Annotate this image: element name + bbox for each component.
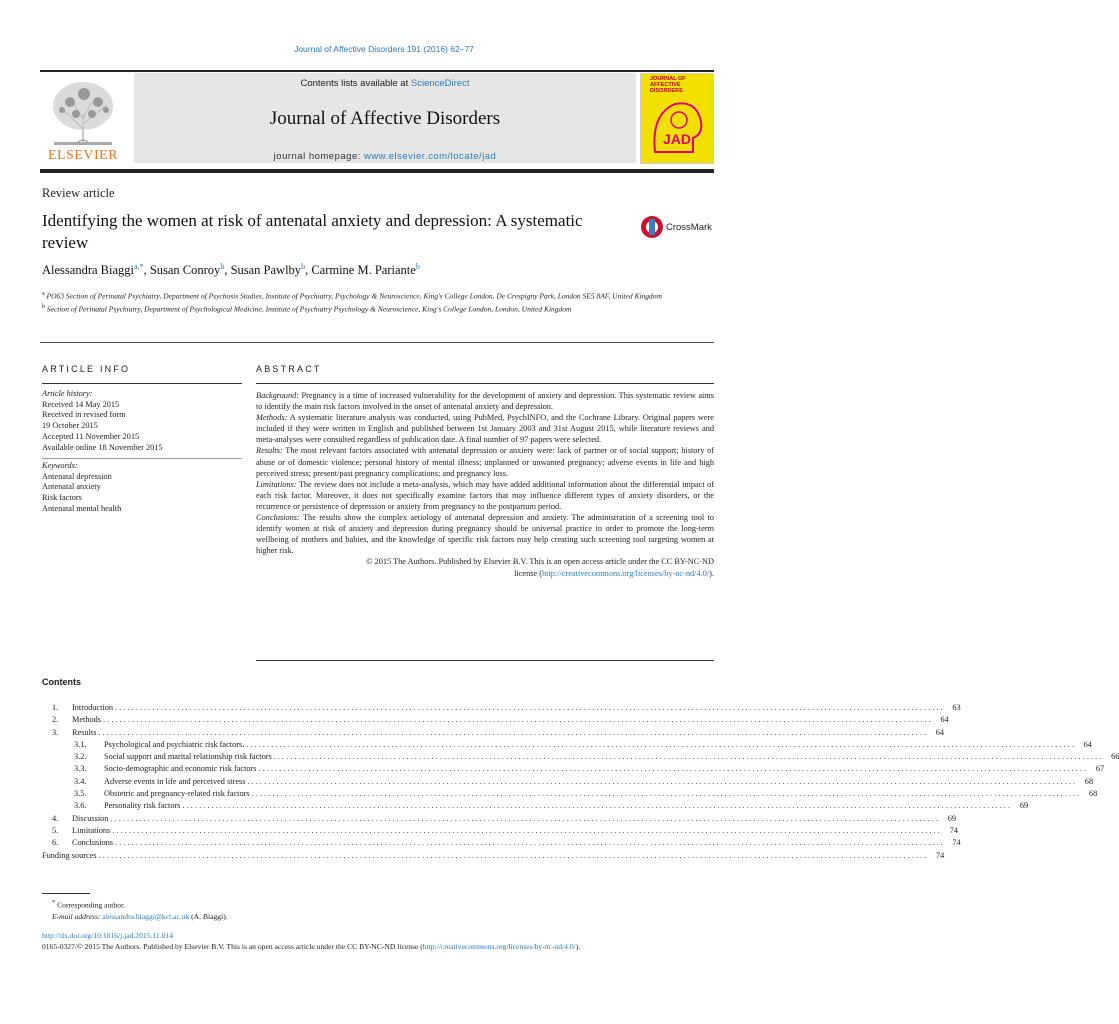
toc-entry[interactable]: [52, 702, 961, 714]
history-entry: Accepted 11 November 2015: [42, 431, 140, 441]
toc-title[interactable]: Socio-demographic and economic risk factors: [104, 763, 259, 775]
toc-title[interactable]: Limitations: [72, 825, 112, 837]
toc-page: 69: [947, 813, 957, 823]
toc-title[interactable]: Obstetric and pregnancy-related risk factors: [104, 788, 252, 800]
toc-leader: . . . . . . . . . . . . . . . . . . . . . . . . . . . . . . . . . . . . . . . . . . . . . . . . . . . . . . . . . . . . . . . . . . . . . . . . . . . . . . . . . . . . . . . . . . . . . . . . . . . . . . . . . . . . . . . . . . . . . . . . . . . . . . . . . . . . . . . . . . . . . . . . . . . . . . . . . . . . . . . . . . . . . . . . . . . . . . . . . . . . . . . . . . . . . . . . . . . . . . . .: [182, 801, 1011, 811]
copyright-text: ).: [709, 568, 714, 578]
toc-page: 74: [949, 825, 958, 835]
toc-leader: . . . . . . . . . . . . . . . . . . . . . . . . . . . . . . . . . . . . . . . . . . . . . . . . . . . . . . . . . . . . . . . . . . . . . . . . . . . . . . . . . . . . . . . . . . . . . . . . . . . . . . . . . . . . . . . . . . . . . . . . . . . . . . . . . . . . . . . . . . . . . . . . . . . . . . . . . . . . . . . . . . . . . . . . . . . . . . . . . . . . . . . . . . . . . . . . . . . . . . . .: [110, 813, 939, 823]
toc-title[interactable]: Results: [72, 727, 98, 739]
toc-entry[interactable]: [52, 837, 961, 849]
author-affiliation-mark[interactable]: a,*: [134, 262, 144, 271]
keyword: Antenatal anxiety: [42, 482, 101, 492]
toc-number: 6.: [52, 838, 59, 848]
contents-heading: Contents: [42, 677, 81, 687]
toc-number: 3.5.: [74, 789, 87, 799]
toc-number: 2.: [52, 715, 59, 725]
author-name[interactable]: Susan Conroy: [149, 263, 221, 278]
toc-entry[interactable]: [52, 825, 958, 837]
toc-number: 3.1.: [74, 739, 87, 749]
email-line: [52, 911, 228, 922]
toc-title[interactable]: Methods: [72, 714, 103, 726]
email-label: E-mail address:: [52, 911, 103, 921]
article-type: Review article: [42, 186, 115, 200]
elsevier-wordmark: ELSEVIER: [47, 148, 119, 163]
history-entry: 19 October 2015: [42, 421, 98, 431]
table-of-contents: [42, 702, 1119, 862]
abstract-conclusions: [256, 512, 714, 556]
header-top-rule: [40, 70, 714, 72]
toc-entry[interactable]: [52, 813, 957, 825]
toc-number: 3.2.: [74, 752, 87, 762]
toc-entry[interactable]: [52, 800, 1029, 812]
author-affiliation-mark[interactable]: b: [301, 262, 306, 271]
toc-entry[interactable]: [52, 763, 1105, 775]
homepage-link[interactable]: www.elsevier.com/locate/jad: [364, 151, 497, 162]
toc-title[interactable]: Conclusions: [72, 837, 115, 849]
affiliation-a: [42, 289, 682, 302]
author-affiliation-mark[interactable]: b: [415, 262, 420, 271]
copyright-text: © 2015 The Authors. Published by Elsevier B.V. This is an open access article under the CC BY-NC-ND: [366, 557, 714, 567]
author-affiliation-mark[interactable]: b: [220, 262, 225, 271]
toc-page: 68: [1084, 776, 1094, 786]
history-entry: Available online 18 November 2015: [42, 442, 163, 452]
article-title: Identifying the women at risk of antenatal anxiety and depression: A systematic review: [42, 211, 583, 252]
header-bottom-rule: [40, 169, 714, 173]
copyright-notice: [256, 556, 714, 578]
footnote-rule: [42, 893, 90, 894]
toc-number: 3.3.: [74, 764, 87, 774]
toc-page: 68: [1088, 789, 1098, 799]
contents-available-text: Contents lists available at: [300, 78, 411, 89]
contents-available-line: [134, 78, 636, 89]
homepage-label: journal homepage:: [273, 151, 365, 162]
toc-title[interactable]: Adverse events in life and perceived stress: [104, 776, 247, 788]
author-list: Alessandra Biaggi$^{a,*}$, Susan Conroy$^b$, Susan Pawlby$^b$, Carmine M. Pariante$^b$: [42, 262, 420, 278]
toc-number: 4.: [52, 813, 59, 823]
email-suffix: (A. Biaggi).: [189, 911, 228, 921]
abstract-methods: [256, 412, 714, 445]
abstract-text: The results show the complex aetiology of antenatal depression and anxiety. The administration of a screening tool to identify women at risk of anxiety and depression during pregnancy should be universal practice in order to promote the long-term wellbeing of mothers and babies, and the knowledge of specific risk factors may help creating such screening tool targeting women at higher risk.: [256, 513, 714, 556]
toc-leader: . . . . . . . . . . . . . . . . . . . . . . . . . . . . . . . . . . . . . . . . . . . . . . . . . . . . . . . . . . . . . . . . . . . . . . . . . . . . . . . . . . . . . . . . . . . . . . . . . . . . . . . . . . . . . . . . . . . . . . . . . . . . . . . . . . . . . . . . . . . . . . . . . . . . . . . . . . . . . . . . . . . . . . . . . . . . . . . . . . . . . . . . . . . . . . . . . . . . . . . .: [103, 715, 931, 725]
toc-page: 64: [1083, 739, 1092, 749]
affiliation-mark: a: [42, 291, 45, 297]
toc-leader: . . . . . . . . . . . . . . . . . . . . . . . . . . . . . . . . . . . . . . . . . . . . . . . . . . . . . . . . . . . . . . . . . . . . . . . . . . . . . . . . . . . . . . . . . . . . . . . . . . . . . . . . . . . . . . . . . . . . . . . . . . . . . . . . . . . . . . . . . . . . . . . . . . . . . . . . . . . . . . . . . . . . . . . . . . . . . . . . . . . . . . . . . . . . . . . . . . . . . . . .: [251, 789, 1080, 799]
article-info-heading: ARTICLE INFO: [42, 364, 131, 374]
abstract-rule: [256, 383, 714, 384]
toc-number: 1.: [52, 703, 59, 712]
toc-entry[interactable]: [52, 739, 1092, 751]
history-label: Article history:: [42, 389, 93, 398]
toc-page: 63: [952, 703, 961, 712]
toc-number: 3.4.: [74, 776, 87, 786]
toc-leader: . . . . . . . . . . . . . . . . . . . . . . . . . . . . . . . . . . . . . . . . . . . . . . . . . . . . . . . . . . . . . . . . . . . . . . . . . . . . . . . . . . . . . . . . . . . . . . . . . . . . . . . . . . . . . . . . . . . . . . . . . . . . . . . . . . . . . . . . . . . . . . . . . . . . . . . . . . . . . . . . . . . . . . . . . . . . . . . . . . . . . . . . . . . . . . . . . . . . . . . .: [115, 703, 943, 712]
toc-number: 3.: [52, 727, 59, 737]
toc-title[interactable]: Personality risk factors: [104, 800, 183, 812]
author-name[interactable]: Alessandra Biaggi: [42, 263, 134, 278]
history-entry: Received in revised form: [42, 410, 126, 420]
affiliations: [42, 289, 682, 314]
keyword: Antenatal mental health: [42, 503, 122, 513]
toc-page: 74: [952, 838, 961, 848]
cover-title: JOURNAL OF AFFECTIVE DISORDERS: [650, 76, 686, 94]
section-divider: [40, 342, 714, 343]
author-name[interactable]: Susan Pawlby: [230, 263, 302, 278]
keyword: Risk factors: [42, 493, 82, 503]
toc-leader: . . . . . . . . . . . . . . . . . . . . . . . . . . . . . . . . . . . . . . . . . . . . . . . . . . . . . . . . . . . . . . . . . . . . . . . . . . . . . . . . . . . . . . . . . . . . . . . . . . . . . . . . . . . . . . . . . . . . . . . . . . . . . . . . . . . . . . . . . . . . . . . . . . . . . . . . . . . . . . . . . . . . . . . . . . . . . . . . . . . . . . . . . . . . . . . . . . . . . . . .: [115, 838, 943, 848]
issn-text: 0165-0327/© 2015 The Authors. Published by Elsevier B.V. This is an open access article under the CC BY-NC-ND license (: [42, 942, 423, 951]
issn-line: [42, 942, 580, 951]
abstract-results: [256, 445, 714, 478]
toc-leader: . . . . . . . . . . . . . . . . . . . . . . . . . . . . . . . . . . . . . . . . . . . . . . . . . . . . . . . . . . . . . . . . . . . . . . . . . . . . . . . . . . . . . . . . . . . . . . . . . . . . . . . . . . . . . . . . . . . . . . . . . . . . . . . . . . . . . . . . . . . . . . . . . . . . . . . . . . . . . . . . . . . . . . . . . . . . . . . . . . . . . . . . . . . . . . . . . . . . . . . .: [98, 727, 927, 737]
toc-leader: . . . . . . . . . . . . . . . . . . . . . . . . . . . . . . . . . . . . . . . . . . . . . . . . . . . . . . . . . . . . . . . . . . . . . . . . . . . . . . . . . . . . . . . . . . . . . . . . . . . . . . . . . . . . . . . . . . . . . . . . . . . . . . . . . . . . . . . . . . . . . . . . . . . . . . . . . . . . . . . . . . . . . . . . . . . . . . . . . . . . . . . . . . . . . . . . . . . . . . . .: [246, 739, 1074, 749]
abstract-text: The review does not include a meta-analysis, which may have added additional information about the differential impact of each risk factor. Moreover, it does not specifically examine factors that may influence different types of anxiety disorders, or the recurrence or persistence of depression or anxiety from pregnancy to the postpartum period.: [256, 479, 714, 511]
keyword: Antenatal depression: [42, 471, 112, 481]
crossmark-label[interactable]: CrossMark: [666, 222, 712, 233]
abstract-text: Pregnancy is a time of increased vulnerability for the development of anxiety and depression. This systematic review aims to identify the main risk factors involved in the onset of antenatal anxiety and depression.: [256, 391, 714, 412]
abstract-background: [256, 390, 714, 412]
affiliation-text: PO63 Section of Perinatal Psychiatry, Department of Psychosis Studies, Institute of Psychiatry, Psychology & Neuroscience, King's College London, De Crespigny Park, London SE5 8AF, United Kingdom: [46, 291, 662, 301]
abstract-label: Methods:: [256, 413, 288, 423]
abstract-text: A systematic literature analysis was conducted, using PubMed, PsychINFO, and the Cochrane Library. Original papers were included if they were written in English and published between 1st January 2003 and 31st August 2015, while literature reviews and meta-analyses were consulted regardless of publication date. A final number of 97 papers were selected.: [256, 413, 714, 445]
toc-entry[interactable]: [52, 751, 1119, 763]
toc-leader: . . . . . . . . . . . . . . . . . . . . . . . . . . . . . . . . . . . . . . . . . . . . . . . . . . . . . . . . . . . . . . . . . . . . . . . . . . . . . . . . . . . . . . . . . . . . . . . . . . . . . . . . . . . . . . . . . . . . . . . . . . . . . . . . . . . . . . . . . . . . . . . . . . . . . . . . . . . . . . . . . . . . . . . . . . . . . . . . . . . . . . . . . . . . . . . . . . . . . . . .: [247, 776, 1076, 786]
corresponding-author-note: * Corresponding author.: [52, 899, 125, 910]
footnote: [52, 897, 228, 922]
toc-leader: . . . . . . . . . . . . . . . . . . . . . . . . . . . . . . . . . . . . . . . . . . . . . . . . . . . . . . . . . . . . . . . . . . . . . . . . . . . . . . . . . . . . . . . . . . . . . . . . . . . . . . . . . . . . . . . . . . . . . . . . . . . . . . . . . . . . . . . . . . . . . . . . . . . . . . . . . . . . . . . . . . . . . . . . . . . . . . . . . . . . . . . . . . . . . . . . . . . . . . . .: [112, 825, 940, 835]
toc-leader: . . . . . . . . . . . . . . . . . . . . . . . . . . . . . . . . . . . . . . . . . . . . . . . . . . . . . . . . . . . . . . . . . . . . . . . . . . . . . . . . . . . . . . . . . . . . . . . . . . . . . . . . . . . . . . . . . . . . . . . . . . . . . . . . . . . . . . . . . . . . . . . . . . . . . . . . . . . . . . . . . . . . . . . . . . . . . . . . . . . . . . . . . . . . . . . . . . . . . . . .: [258, 764, 1087, 774]
toc-title[interactable]: Social support and marital relationship risk factors: [104, 751, 274, 763]
history-entry: Received 14 May 2015: [42, 399, 120, 409]
abstract-limitations: [256, 479, 714, 512]
toc-page: 66: [1111, 752, 1119, 762]
article-info-rule: [42, 383, 242, 384]
keywords: [42, 461, 242, 515]
toc-page: 67: [1095, 764, 1105, 774]
abstract-body: [256, 390, 714, 579]
toc-page: 69: [1019, 801, 1029, 811]
toc-title[interactable]: Discussion: [72, 813, 110, 825]
author-name[interactable]: Carmine M. Pariante: [311, 263, 416, 278]
keywords-rule: [42, 458, 242, 459]
toc-entry[interactable]: [52, 776, 1094, 788]
abstract-heading: ABSTRACT: [256, 364, 322, 374]
affiliation-b: [42, 302, 682, 315]
toc-title[interactable]: Introduction: [72, 702, 115, 714]
toc-title[interactable]: Funding sources: [42, 850, 99, 862]
sciencedirect-link[interactable]: ScienceDirect: [410, 78, 470, 89]
doi-link[interactable]: http://dx.doi.org/10.1016/j.jad.2015.11.014: [42, 931, 173, 940]
toc-entry[interactable]: [52, 788, 1098, 800]
svg-text:JAD: JAD: [663, 131, 692, 147]
toc-entry[interactable]: [42, 850, 945, 862]
toc-entry[interactable]: [52, 714, 949, 726]
abstract-label: Limitations:: [256, 479, 297, 489]
journal-reference[interactable]: Journal of Affective Disorders 191 (2016) 62–77: [294, 44, 474, 54]
toc-leader: . . . . . . . . . . . . . . . . . . . . . . . . . . . . . . . . . . . . . . . . . . . . . . . . . . . . . . . . . . . . . . . . . . . . . . . . . . . . . . . . . . . . . . . . . . . . . . . . . . . . . . . . . . . . . . . . . . . . . . . . . . . . . . . . . . . . . . . . . . . . . . . . . . . . . . . . . . . . . . . . . . . . . . . . . . . . . . . . . . . . . . . . . . . . . . . . . . . . . . . .: [98, 850, 927, 860]
toc-page: 64: [940, 715, 949, 725]
toc-page: 74: [935, 850, 945, 860]
affiliation-text: Section of Perinatal Psychiatry, Department of Psychological Medicine, Institute of Psychiatry Psychology & Neuroscience, King's College London, London, United Kingdom: [46, 304, 572, 313]
abstract-label: Background:: [256, 391, 300, 400]
toc-number: 3.6.: [74, 801, 87, 811]
abstract-text: The most relevant factors associated with antenatal depression or anxiety were: lack of partner or of social support; history of abuse or of domestic violence; personal history of mental illness; unplanned or unwanted pregnancy; adverse events in life and high perceived stress; present/past pregnancy complications; and pregnancy loss.: [256, 446, 714, 478]
email-link[interactable]: alessandra.biaggi@kcl.ac.uk: [102, 911, 190, 921]
copyright-text: license (: [514, 568, 543, 578]
journal-title: Journal of Affective Disorders: [269, 108, 501, 129]
license-link-footer[interactable]: http://creativecommons.org/licenses/by-nc-nd/4.0/: [422, 942, 576, 951]
abstract-end-rule: [256, 660, 714, 661]
keywords-label: Keywords:: [42, 461, 78, 470]
corresponding-text: Corresponding author.: [57, 900, 125, 910]
license-link[interactable]: http://creativecommons.org/licenses/by-nc-nd/4.0/: [542, 568, 710, 578]
toc-entry[interactable]: [52, 727, 945, 739]
abstract-label: Conclusions:: [256, 513, 300, 523]
journal-homepage-line: [134, 151, 636, 162]
toc-title[interactable]: Psychological and psychiatric risk factors.: [104, 739, 246, 751]
toc-leader: . . . . . . . . . . . . . . . . . . . . . . . . . . . . . . . . . . . . . . . . . . . . . . . . . . . . . . . . . . . . . . . . . . . . . . . . . . . . . . . . . . . . . . . . . . . . . . . . . . . . . . . . . . . . . . . . . . . . . . . . . . . . . . . . . . . . . . . . . . . . . . . . . . . . . . . . . . . . . . . . . . . . . . . . . . . . . . . . . . . . . . . . . . . . . . . . . . . . . . . .: [273, 752, 1102, 762]
issn-text: ).: [575, 942, 581, 951]
abstract-label: Results:: [256, 446, 283, 456]
affiliation-mark: b: [42, 303, 45, 310]
article-history: [42, 389, 242, 453]
toc-page: 64: [935, 727, 945, 737]
toc-number: 5.: [52, 825, 59, 835]
